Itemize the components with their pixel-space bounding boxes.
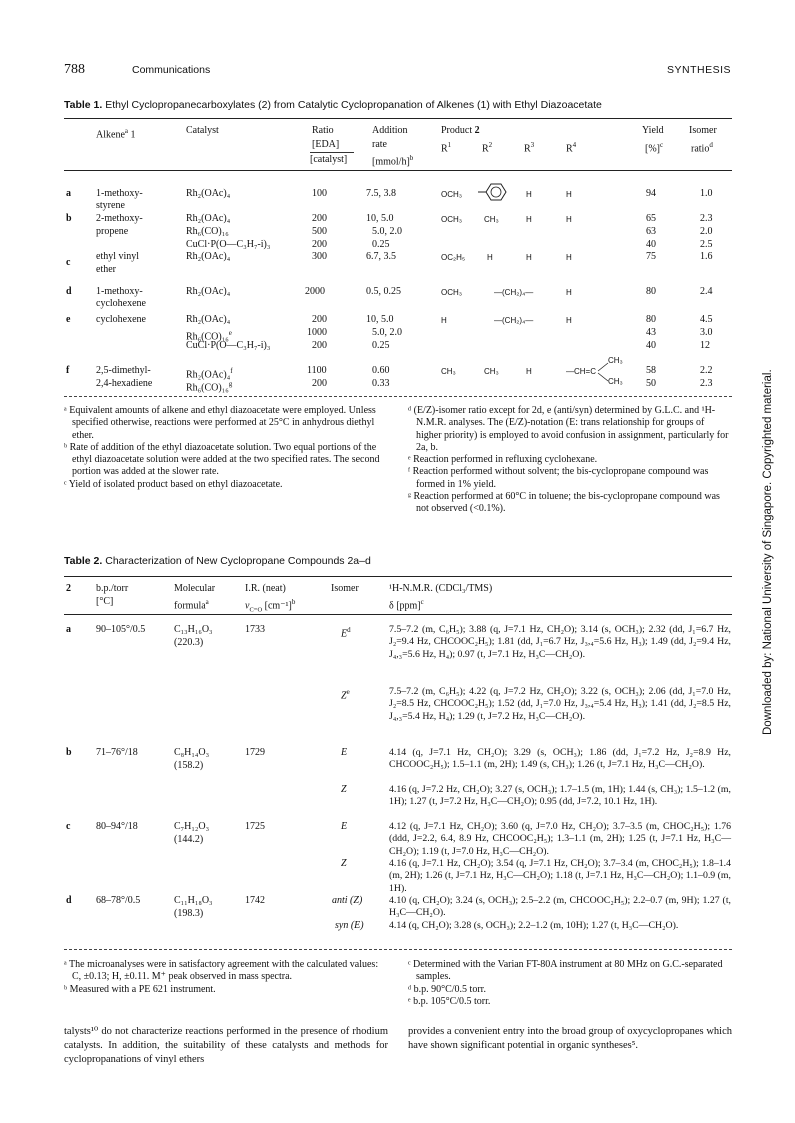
table1-bottom-rule	[64, 396, 732, 397]
th-yield: Yield	[642, 125, 664, 136]
th-isomer: Isomer	[331, 583, 359, 594]
catalyst: CuCl·P(O—C₃H₇-i)₃	[186, 340, 271, 351]
ratio-fraction-bar	[310, 152, 354, 153]
ratio: 500	[312, 226, 327, 237]
r2-value: CH₃	[484, 367, 499, 376]
boiling-point: 90–105°/0.5	[96, 624, 146, 635]
isomer: $E^d$	[341, 626, 351, 640]
footnote: ᵈ b.p. 90°C/0.5 torr.	[408, 983, 486, 995]
r1-value: H	[441, 316, 447, 325]
isomer-ratio: 2.2	[700, 365, 713, 376]
yield: 58	[646, 365, 656, 376]
ratio: 200	[312, 213, 327, 224]
footnote: ᵉ b.p. 105°C/0.5 torr.	[408, 995, 491, 1007]
r3-value: H	[526, 215, 532, 224]
isomer-ratio: 12	[700, 340, 710, 351]
alkene-name: 2,5-dimethyl-	[96, 365, 151, 376]
r4-value: H	[566, 215, 572, 224]
th-r1: $R^1$	[441, 141, 452, 155]
r1-value: OCH₃	[441, 190, 463, 199]
isomer-ratio: 2.4	[700, 286, 713, 297]
th-addition: Addition	[372, 125, 408, 136]
table1-footnotes-right	[408, 405, 732, 516]
r4-methyl-bottom: CH₃	[608, 377, 623, 386]
addition-rate: 0.33	[372, 378, 390, 389]
th-bp: b.p./torr	[96, 583, 129, 594]
r4-value: H	[566, 316, 572, 325]
yield: 43	[646, 327, 656, 338]
isomer-ratio: 1.6	[700, 251, 713, 262]
yield: 94	[646, 188, 656, 199]
th-compound: 2	[66, 583, 71, 594]
isomer: $Z^e$	[341, 688, 350, 702]
compound-id: b	[66, 747, 72, 758]
th-nmr: ¹H-N.M.R. (CDCl₃/TMS)	[389, 583, 493, 594]
table2-header-rule	[64, 614, 732, 615]
footnote: ᵇ Measured with a PE 621 instrument.	[64, 983, 216, 995]
r3-value: H	[526, 190, 532, 199]
th-r2: $R^2$	[482, 141, 493, 155]
addition-rate: 0.25	[372, 340, 390, 351]
nmr-data: 4.16 (q, J=7.1 Hz, CH₂O); 3.54 (q, J=7.1 Hz, CH₂O); 3.7–3.4 (m, CHOC₂H₅); 1.8–1.4 (m, 2H); 1.26 (t, J=7.1 Hz, H₃C—CH₂O); 1.18 (t, J=7.1 Hz, H₃C—CH₂O); 1.1–0.9 (m, 1H).	[389, 858, 731, 894]
addition-rate: 7.5, 3.8	[366, 188, 396, 199]
r4-value: —CH=C	[566, 367, 597, 376]
nmr-data: 4.16 (q, J=7.2 Hz, CH₂O); 3.27 (s, OCH₃); 1.7–1.5 (m, 1H); 1.44 (s, CH₃); 1.5–1.2 (m, 1H); 1.27 (t, J=7.2 Hz, H₃C—CH₂O); 0.95 (dd, J=7.2, 10.1 Hz, 1H).	[389, 784, 731, 808]
footnote: ᵃ The microanalyses were in satisfactory agreement with the calculated values: C, ±0.13; H, ±0.11. M⁺ peak observed in mass spectra.	[64, 959, 379, 983]
alkene-name: 1-methoxy-	[96, 188, 143, 199]
yield: 40	[646, 340, 656, 351]
th-r4: $R^4$	[566, 141, 577, 155]
r1-value: OCH₃	[441, 215, 463, 224]
ir-value: 1733	[245, 624, 265, 635]
boiling-point: 71–76°/18	[96, 747, 138, 758]
th-molecular: Molecular	[174, 583, 216, 594]
th-ir: I.R. (neat)	[245, 583, 286, 594]
catalyst: Rh₂(OAc)₄	[186, 251, 231, 262]
r1-value: CH₃	[441, 367, 456, 376]
addition-rate: 0.60	[372, 365, 390, 376]
boiling-point: 68–78°/0.5	[96, 895, 141, 906]
ratio: 200	[312, 239, 327, 250]
row-id: c	[66, 257, 71, 268]
table2-footnotes-left	[64, 959, 386, 996]
nmr-data: 7.5–7.2 (m, C₆H₅); 3.88 (q, J=7.1 Hz, CH₂O); 3.14 (s, OCH₃); 2.32 (dd, J₁=6.7 Hz, J₂=9.4 Hz, CHCOOC₂H₅); 1.81 (dd, J₁=6.7 Hz, J₃,₄=5.6 Hz, H₃); 1.49 (dd, J₂=9.4 Hz, J₄,₃=5.6 Hz, H₄); 0.97 (t, J=7.1 Hz, H₃C—CH₂O).	[389, 624, 731, 660]
ratio: 100	[312, 188, 327, 199]
ratio: 200	[312, 340, 327, 351]
th-isomer-ratio: ratio$^d$	[691, 141, 713, 155]
addition-rate: 0.5, 0.25	[366, 286, 401, 297]
isomer-ratio: 1.0	[700, 188, 713, 199]
th-product: Product 2	[441, 125, 480, 136]
journal-name: SYNTHESIS	[666, 64, 731, 76]
th-ir-unit: $\nu_{C=O}$ $[cm^{-1}]^b$	[245, 598, 296, 614]
molecular-weight: (158.2)	[174, 760, 204, 771]
phenyl-ring-icon	[478, 181, 514, 203]
alkene-name: cyclohexene	[96, 298, 146, 309]
compound-id: d	[66, 895, 72, 906]
footnote: ᵉ Reaction performed in refluxing cyclohexane.	[408, 454, 598, 466]
ratio: 200	[312, 378, 327, 389]
yield: 80	[646, 314, 656, 325]
th-nmr-unit: δ [ppm]$^c$	[389, 598, 424, 612]
th-alkene: Alkene$^a$ 1	[96, 127, 136, 141]
r4-value: H	[566, 190, 572, 199]
addition-rate: 5.0, 2.0	[372, 327, 402, 338]
th-r3: $R^3$	[524, 141, 535, 155]
compound-id: c	[66, 821, 71, 832]
r2-value: H	[487, 253, 493, 262]
isomer-ratio: 2.3	[700, 213, 713, 224]
alkene-name: propene	[96, 226, 129, 237]
ratio: 2000	[305, 286, 325, 297]
ratio: 1100	[307, 365, 327, 376]
catalyst: Rh₂(OAc)₄	[186, 188, 231, 199]
catalyst: Rh₂(OAc)₄$^f$	[186, 367, 233, 381]
yield: 80	[646, 286, 656, 297]
table2-top-rule	[64, 576, 732, 577]
yield: 63	[646, 226, 656, 237]
table2-bottom-rule	[64, 949, 732, 950]
alkene-name: ether	[96, 264, 116, 275]
table2-title: Characterization of New Cyclopropane Compounds 2a–d	[105, 555, 371, 567]
catalyst: CuCl·P(O—C₃H₇-i)₃	[186, 239, 271, 250]
footnote: ᶜ Yield of isolated product based on ethyl diazoacetate.	[64, 478, 283, 490]
r4-value: H	[566, 253, 572, 262]
yield: 75	[646, 251, 656, 262]
addition-rate: 0.25	[372, 239, 390, 250]
table1-caption	[64, 99, 602, 111]
isomer: Z	[341, 858, 347, 869]
running-header	[64, 62, 731, 80]
catalyst: Rh₂(OAc)₄	[186, 314, 231, 325]
r2-value: CH₃	[484, 215, 499, 224]
r4-methyl-top: CH₃	[608, 356, 623, 365]
isomer-ratio: 3.0	[700, 327, 713, 338]
ratio: 300	[312, 251, 327, 262]
alkene-name: 1-methoxy-	[96, 286, 143, 297]
r1-value: OCH₃	[441, 288, 463, 297]
r3-value: H	[526, 253, 532, 262]
footnote: ᵈ (E/Z)-isomer ratio except for 2d, e (anti/syn) determined by G.L.C. and ¹H-N.M.R. analyses. The (E/Z)-notation (E: trans relationship for groups of higher priority) is employed to avoid confusion in assignment, particularly for 2a, b.	[408, 405, 729, 453]
nmr-data: 4.14 (q, J=7.1 Hz, CH₂O); 3.29 (s, OCH₃); 1.86 (dd, J₁=7.2 Hz, J₂=8.9 Hz, CHCOOC₂H₅); 1.5–1.1 (m, 2H); 1.49 (s, CH₃); 1.26 (t, J=7.1 Hz, H₃C—CH₂O).	[389, 747, 731, 771]
molecular-formula: C₁₃H₁₆O₃	[174, 624, 213, 635]
nmr-data: 7.5–7.2 (m, C₆H₅); 4.22 (q, J=7.2 Hz, CH₂O); 3.22 (s, OCH₃); 2.06 (dd, J₁=7.0 Hz, J₂=8.5 Hz, CHCOOC₂H₅); 1.52 (dd, J₁=7.0 Hz, J₃,₄=5.4 Hz, H₃); 1.41 (dd, J₂=8.5 Hz, J₄,₃=5.4 Hz, H₄); 1.29 (t, J=7.2 Hz, H₃C—CH₂O).	[389, 686, 731, 722]
molecular-formula: C₇H₁₂O₃	[174, 821, 210, 832]
isomer: anti (Z)	[332, 895, 363, 906]
table1-title: Ethyl Cyclopropanecarboxylates (2) from Catalytic Cyclopropanation of Alkenes (1) with Ethyl Diazoacetate	[105, 99, 602, 111]
catalyst: Rh₂(OAc)₄	[186, 213, 231, 224]
molecular-weight: (198.3)	[174, 908, 204, 919]
isomer-ratio: 2.5	[700, 239, 713, 250]
table1-header-rule	[64, 170, 732, 171]
catalyst: Rh₆(CO)₁₆$^g$	[186, 380, 233, 394]
table1-top-rule	[64, 118, 732, 119]
body-text-left: talysts¹⁰ do not characterize reactions performed in the presence of rhodium catalysts. In addition, the suitability of these catalysts and methods for cyclopropanations of vinyl ethers	[64, 1026, 388, 1065]
isomer: E	[341, 821, 348, 832]
th-rate: rate	[372, 139, 387, 150]
yield: 50	[646, 378, 656, 389]
row-id: e	[66, 314, 71, 325]
th-isomer: Isomer	[689, 125, 717, 136]
row-id: a	[66, 188, 71, 199]
table2-footnotes-right	[408, 959, 732, 1008]
molecular-formula: C₈H₁₄O₃	[174, 747, 210, 758]
nmr-data: 4.12 (q, J=7.1 Hz, CH₂O); 3.60 (q, J=7.0 Hz, CH₂O); 3.7–3.5 (m, CHOC₂H₅); 1.76 (ddd, J=2.2, 6.4, 8.9 Hz, CHCOOC₂H₅); 1.3–1.1 (m, 2H); 1.25 (t, J=7.1 Hz, H₃C—CH₂O); 1.19 (t, J=7.0 Hz, H₃C—CH₂O).	[389, 821, 731, 857]
r2-r3-value: —(CH₂)₄—	[494, 288, 534, 297]
footnote: ᵃ Equivalent amounts of alkene and ethyl diazoacetate were employed. Unless specified otherwise, reactions were performed at 25°C in anhydrous diethyl ether.	[64, 405, 376, 441]
isomer-ratio: 4.5	[700, 314, 713, 325]
catalyst: Rh₆(CO)₁₆	[186, 226, 229, 237]
isomer-ratio: 2.3	[700, 378, 713, 389]
r2-r3-value: —(CH₂)₄—	[494, 316, 534, 325]
boiling-point: 80–94°/18	[96, 821, 138, 832]
nmr-data: 4.10 (q, CH₂O); 3.24 (s, OCH₃); 2.5–2.2 (m, CHCOOC₂H₅); 2.2–0.7 (m, 9H); 1.27 (t, H₃C—CH₂O).	[389, 895, 731, 919]
th-ratio-den: [catalyst]	[310, 154, 348, 165]
yield: 65	[646, 213, 656, 224]
addition-rate: 10, 5.0	[366, 314, 394, 325]
molecular-weight: (144.2)	[174, 834, 204, 845]
footnote: ᶜ Determined with the Varian FT-80A instrument at 80 MHz on G.C.-separated samples.	[408, 959, 723, 983]
r4-value: H	[566, 288, 572, 297]
catalyst: Rh₆(CO)₁₆$^e$	[186, 329, 232, 343]
nmr-data: 4.14 (q, CH₂O); 3.28 (s, OCH₃); 2.2–1.2 (m, 10H); 1.27 (t, H₃C—CH₂O).	[389, 920, 679, 931]
catalyst: Rh₂(OAc)₄	[186, 286, 231, 297]
row-id: f	[66, 365, 70, 376]
th-bp-unit: [°C]	[96, 596, 114, 607]
table2-label: Table 2.	[64, 555, 103, 567]
alkene-name: cyclohexene	[96, 314, 146, 325]
alkene-name: styrene	[96, 200, 125, 211]
row-id: b	[66, 213, 72, 224]
page-number: 788	[64, 62, 85, 77]
row-id: d	[66, 286, 72, 297]
alkene-name: 2-methoxy-	[96, 213, 143, 224]
yield: 40	[646, 239, 656, 250]
ratio: 200	[312, 314, 327, 325]
th-ratio-num: [EDA]	[312, 139, 340, 150]
r1-value: OC₂H₅	[441, 253, 466, 262]
alkene-name: 2,4-hexadiene	[96, 378, 153, 389]
download-watermark: Downloaded by: National University of Singapore. Copyrighted material.	[762, 369, 774, 735]
th-catalyst: Catalyst	[186, 125, 219, 136]
th-yield-unit: [%]$^c$	[645, 141, 664, 155]
isomer: syn (E)	[335, 920, 364, 931]
footnote: ᵍ Reaction performed at 60°C in toluene; the bis-cyclopropane compound was not observed (<0.1%).	[408, 491, 720, 515]
addition-rate: 6.7, 3.5	[366, 251, 396, 262]
ratio: 1000	[307, 327, 327, 338]
table2-caption	[64, 555, 371, 567]
addition-rate: 5.0, 2.0	[372, 226, 402, 237]
th-rate-unit: [mmol/h]$^b$	[372, 154, 414, 168]
r3-value: H	[526, 367, 532, 376]
ir-value: 1725	[245, 821, 265, 832]
ir-value: 1742	[245, 895, 265, 906]
footnote: ᵇ Rate of addition of the ethyl diazoacetate solution. Two equal portions of the ethyl diazoacetate solution were added at the two specified rates. The second portion was added at the slower rate.	[64, 441, 380, 478]
th-formula: formula$^a$	[174, 598, 209, 612]
molecular-formula: C₁₁H₁₈O₃	[174, 895, 213, 906]
ir-value: 1729	[245, 747, 265, 758]
isomer-ratio: 2.0	[700, 226, 713, 237]
body-text-right: provides a convenient entry into the broad group of oxycyclopropanes which have shown significant potential in organic syntheses⁵.	[408, 1026, 732, 1051]
compound-id: a	[66, 624, 71, 635]
isomer: Z	[341, 784, 347, 795]
isomer: E	[341, 747, 348, 758]
th-ratio: Ratio	[312, 125, 334, 136]
molecular-weight: (220.3)	[174, 637, 204, 648]
footnote: ᶠ Reaction performed without solvent; the bis-cyclopropane compound was formed in 1% yield.	[408, 466, 709, 490]
table1-label: Table 1.	[64, 99, 103, 111]
alkene-name: ethyl vinyl	[96, 251, 140, 262]
table1-footnotes-left	[64, 405, 386, 491]
section-title: Communications	[132, 64, 211, 76]
addition-rate: 10, 5.0	[366, 213, 394, 224]
